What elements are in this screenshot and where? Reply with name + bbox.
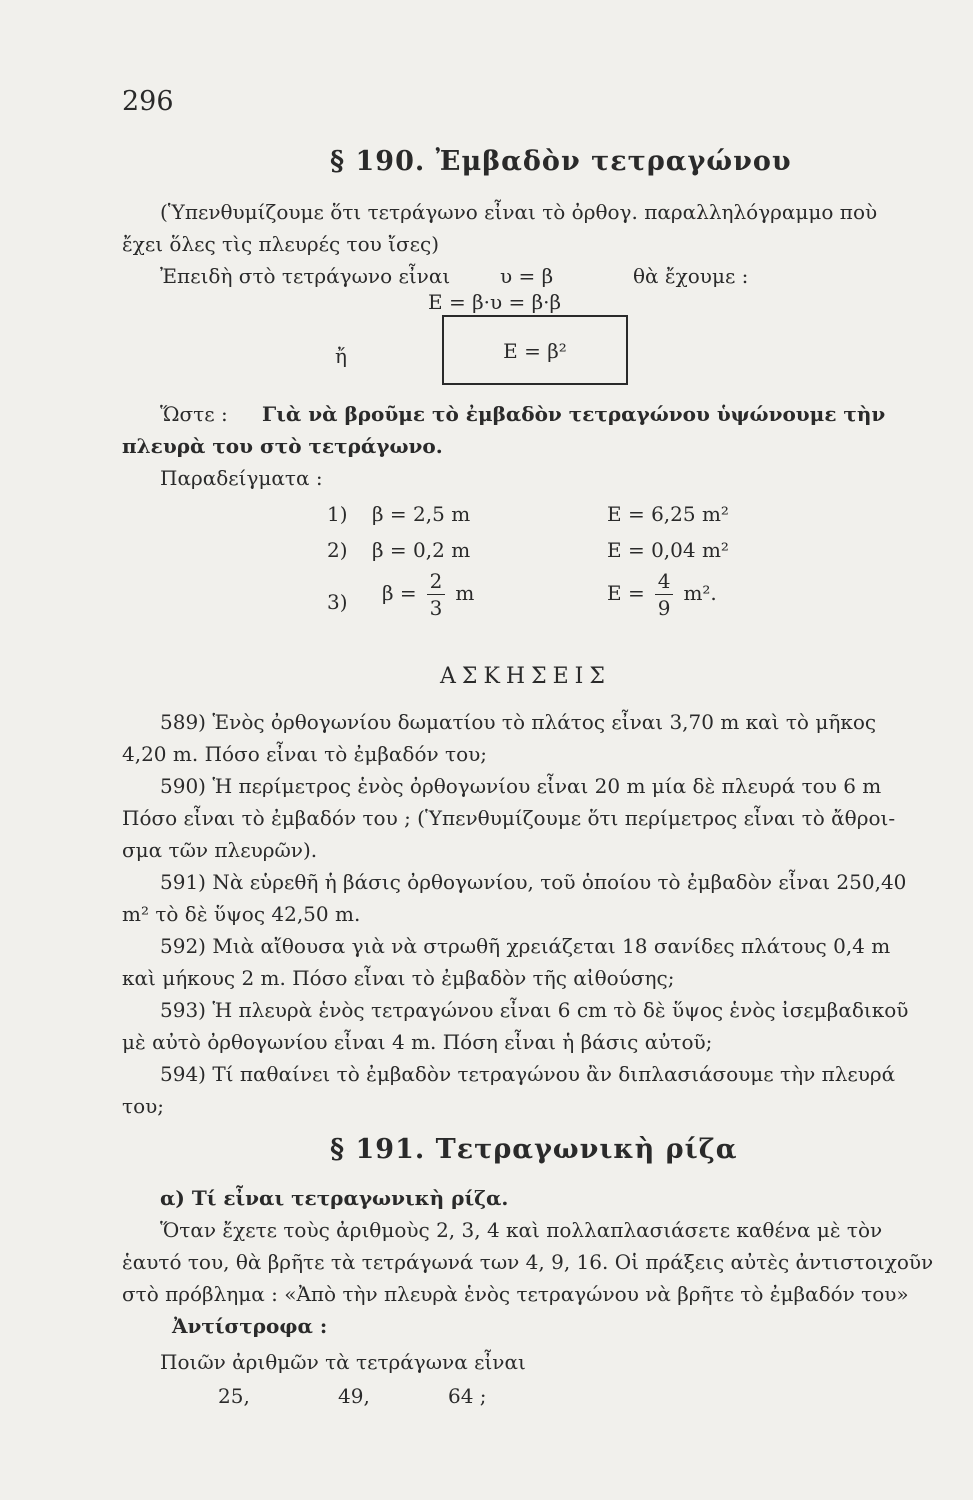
fraction-denominator: 9 — [657, 596, 671, 620]
conclusion-rule: πλευρὰ του στὸ τετράγωνο. — [122, 434, 443, 458]
boxed-formula — [442, 315, 628, 385]
fraction-prefix: β = — [382, 581, 417, 605]
fraction-bar — [427, 594, 445, 595]
exercise-line: 590) Ἡ περίμετρος ἑνὸς ὀρθογωνίου εἶναι 20 m μία δὲ πλευρά του 6 m — [160, 774, 882, 798]
exercise-line: Πόσο εἶναι τὸ ἐμβαδόν του ; (Ὑπενθυμίζουμε ὅτι περίμετρος εἶναι τὸ ἄθροι- — [122, 806, 896, 830]
text-line: ἑαυτό του, θὰ βρῆτε τὰ τετράγωνά των 4, 9, 16. Οἱ πράξεις αὐτὲς ἀντιστοιχοῦν — [122, 1250, 934, 1274]
exercise-line: μὲ αὐτὸ ὀρθογωνίου εἶναι 4 m. Πόση εἶναι ἡ βάσις αὐτοῦ; — [122, 1030, 713, 1054]
text-line: στὸ πρόβλημα : «Ἀπὸ τὴν πλευρὰ ἑνὸς τετραγώνου νὰ βρῆτε τὸ ἐμβαδόν του» — [122, 1282, 909, 1306]
exercise-line: 593) Ἡ πλευρὰ ἑνὸς τετραγώνου εἶναι 6 cm τὸ δὲ ὕψος ἑνὸς ἰσεμβαδικοῦ — [160, 998, 909, 1022]
fraction-numerator: 4 — [657, 569, 671, 593]
exercise-line: 592) Μιὰ αἴθουσα γιὰ νὰ στρωθῆ χρειάζεται 18 σανίδες πλάτους 0,4 m — [160, 934, 891, 958]
section-191-title: § 191. Τετραγωνικὴ ρίζα — [330, 1134, 738, 1165]
number-item: 64 ; — [448, 1384, 487, 1408]
example-side: β = 0,2 m — [372, 538, 471, 562]
math-expression: υ = β — [500, 264, 554, 288]
fraction — [655, 570, 673, 619]
or-word: ἤ — [335, 344, 347, 368]
fraction — [427, 570, 445, 619]
page-number: 296 — [122, 86, 174, 117]
text-line: (Ὑπενθυμίζουμε ὅτι τετράγωνο εἶναι τὸ ὀρθογ. παραλληλόγραμμο ποὺ — [160, 200, 878, 224]
exercise-line: σμα τῶν πλευρῶν). — [122, 838, 318, 862]
fraction-unit: m². — [683, 581, 717, 605]
example-area-fraction — [607, 570, 717, 619]
example-number: 3) — [327, 590, 348, 614]
fraction-unit: m — [455, 581, 475, 605]
fraction-prefix: Ε = — [607, 581, 645, 605]
example-side-fraction — [382, 570, 474, 619]
exercise-line: 589) Ἑνὸς ὀρθογωνίου δωματίου τὸ πλάτος εἶναι 3,70 m καὶ τὸ μῆκος — [160, 710, 877, 734]
example-area: Ε = 0,04 m² — [607, 538, 729, 562]
text-line: Ἐπειδὴ στὸ τετράγωνο εἶναι — [160, 264, 451, 288]
text-line: Ὅταν ἔχετε τοὺς ἀριθμοὺς 2, 3, 4 καὶ πολλαπλασιάσετε καθένα μὲ τὸν — [160, 1218, 883, 1242]
exercise-line: καὶ μήκους 2 m. Πόσο εἶναι τὸ ἐμβαδὸν τῆς αἰθούσης; — [122, 966, 675, 990]
example-number: 1) — [327, 502, 348, 526]
exercise-line: 4,20 m. Πόσο εἶναι τὸ ἐμβαδόν του; — [122, 742, 488, 766]
text-line: θὰ ἔχουμε : — [633, 264, 749, 288]
conclusion-rule: Γιὰ νὰ βροῦμε τὸ ἐμβαδὸν τετραγώνου ὑψώνουμε τὴν — [262, 402, 886, 426]
number-item: 25, — [218, 1384, 250, 1408]
text-line: Ποιῶν ἀριθμῶν τὰ τετράγωνα εἶναι — [160, 1350, 526, 1374]
example-number: 2) — [327, 538, 348, 562]
exercise-line: 594) Τί παθαίνει τὸ ἐμβαδὸν τετραγώνου ἂν διπλασιάσουμε τὴν πλευρά — [160, 1062, 896, 1086]
text-line: ἔχει ὅλες τὶς πλευρές του ἴσες) — [122, 232, 440, 256]
subsection-title: α) Τί εἶναι τετραγωνικὴ ρίζα. — [160, 1186, 509, 1210]
conversely-label: Ἀντίστροφα : — [172, 1314, 328, 1338]
example-side: β = 2,5 m — [372, 502, 471, 526]
area-formula: Ε = β·υ = β·β — [428, 290, 562, 314]
fraction-denominator: 3 — [429, 596, 443, 620]
fraction-numerator: 2 — [429, 569, 443, 593]
example-area: Ε = 6,25 m² — [607, 502, 729, 526]
exercise-line: του; — [122, 1094, 165, 1118]
number-item: 49, — [338, 1384, 370, 1408]
conclusion-label: Ὥστε : — [160, 402, 228, 426]
exercises-heading: ΑΣΚΗΣΕΙΣ — [440, 664, 611, 689]
square-area-formula: Ε = β² — [503, 339, 567, 363]
section-190-title: § 190. Ἐμβαδὸν τετραγώνου — [330, 146, 792, 177]
exercise-line: 591) Νὰ εὑρεθῆ ἡ βάσις ὀρθογωνίου, τοῦ ὁποίου τὸ ἐμβαδὸν εἶναι 250,40 — [160, 870, 907, 894]
examples-label: Παραδείγματα : — [160, 466, 323, 490]
fraction-bar — [655, 594, 673, 595]
exercise-line: m² τὸ δὲ ὕψος 42,50 m. — [122, 902, 361, 926]
